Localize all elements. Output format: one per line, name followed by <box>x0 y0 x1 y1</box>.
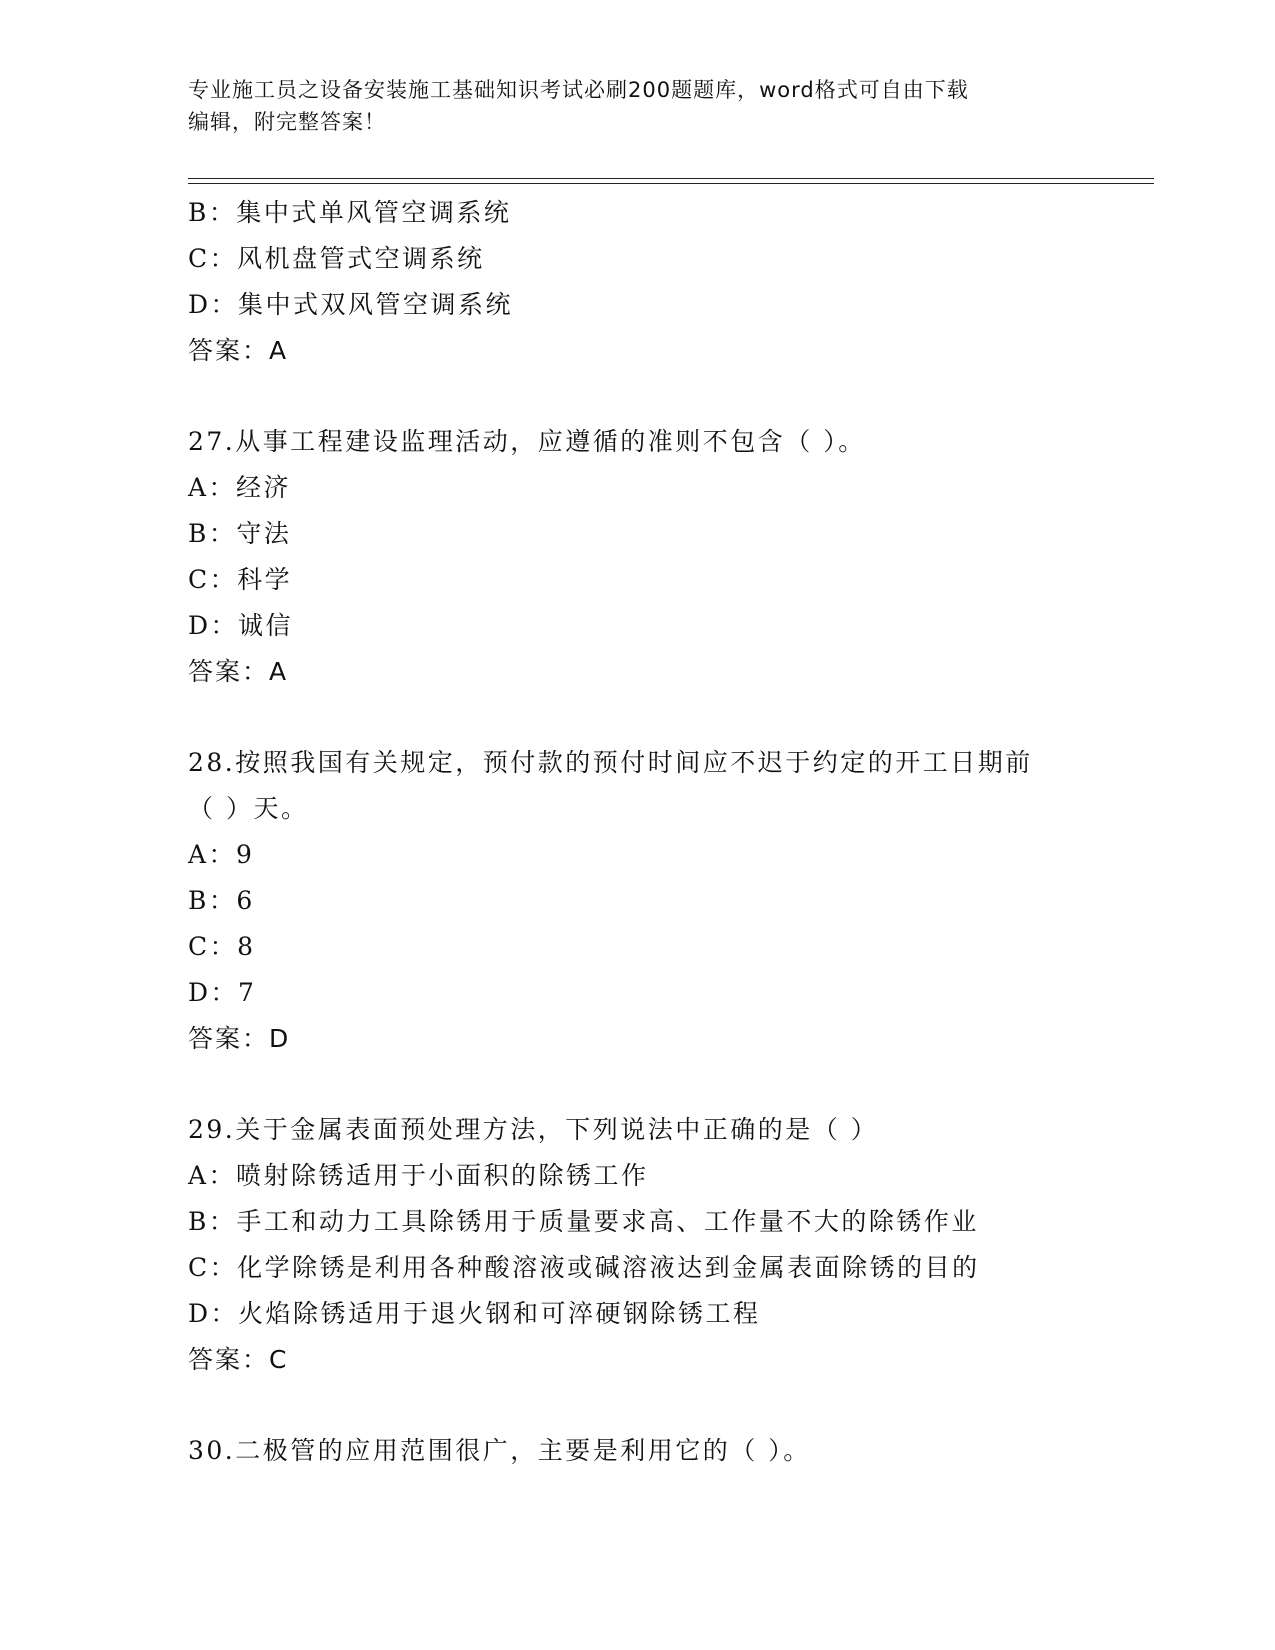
option-c: C：化学除锈是利用各种酸溶液或碱溶液达到金属表面除锈的目的 <box>188 1253 980 1282</box>
answer: 答案：D <box>188 1024 291 1053</box>
header-line-2: 编辑，附完整答案！ <box>188 110 386 134</box>
question-27 <box>188 419 1148 695</box>
option-c: C：科学 <box>188 565 293 594</box>
option-b: B：6 <box>188 886 255 915</box>
question-text-line-2: （ ）天。 <box>188 794 309 823</box>
question-29 <box>188 1107 1148 1383</box>
option-b: B：守法 <box>188 519 292 548</box>
question-26 <box>188 190 1148 374</box>
option-c: C：风机盘管式空调系统 <box>188 244 485 273</box>
option-a: A：喷射除锈适用于小面积的除锈工作 <box>188 1161 649 1190</box>
question-text: 27.从事工程建设监理活动，应遵循的准则不包含（ ）。 <box>188 427 866 456</box>
question-28 <box>188 740 1148 1062</box>
question-30 <box>188 1428 1148 1474</box>
option-a: A：9 <box>188 840 255 869</box>
option-d: D：7 <box>188 978 257 1007</box>
header-rule-top <box>188 178 1154 179</box>
option-b: B：手工和动力工具除锈用于质量要求高、工作量不大的除锈作业 <box>188 1207 979 1236</box>
question-list <box>188 190 1148 1474</box>
option-d: D：诚信 <box>188 611 294 640</box>
option-c: C：8 <box>188 932 256 961</box>
answer: 答案：A <box>188 657 289 686</box>
option-b: B：集中式单风管空调系统 <box>188 198 512 227</box>
question-text: 29.关于金属表面预处理方法，下列说法中正确的是（ ） <box>188 1115 879 1144</box>
question-text-line-1: 28.按照我国有关规定，预付款的预付时间应不迟于约定的开工日期前 <box>188 748 1033 777</box>
option-d: D：集中式双风管空调系统 <box>188 290 514 319</box>
option-d: D：火焰除锈适用于退火钢和可淬硬钢除锈工程 <box>188 1299 761 1328</box>
answer: 答案：C <box>188 1345 289 1374</box>
document-header <box>188 74 1088 138</box>
header-line-1: 专业施工员之设备安装施工基础知识考试必刷200题题库，word格式可自由下载 <box>188 78 969 102</box>
answer: 答案：A <box>188 336 289 365</box>
question-text: 30.二极管的应用范围很广，主要是利用它的（ ）。 <box>188 1436 811 1465</box>
header-rule-bottom <box>188 183 1154 184</box>
option-a: A：经济 <box>188 473 292 502</box>
